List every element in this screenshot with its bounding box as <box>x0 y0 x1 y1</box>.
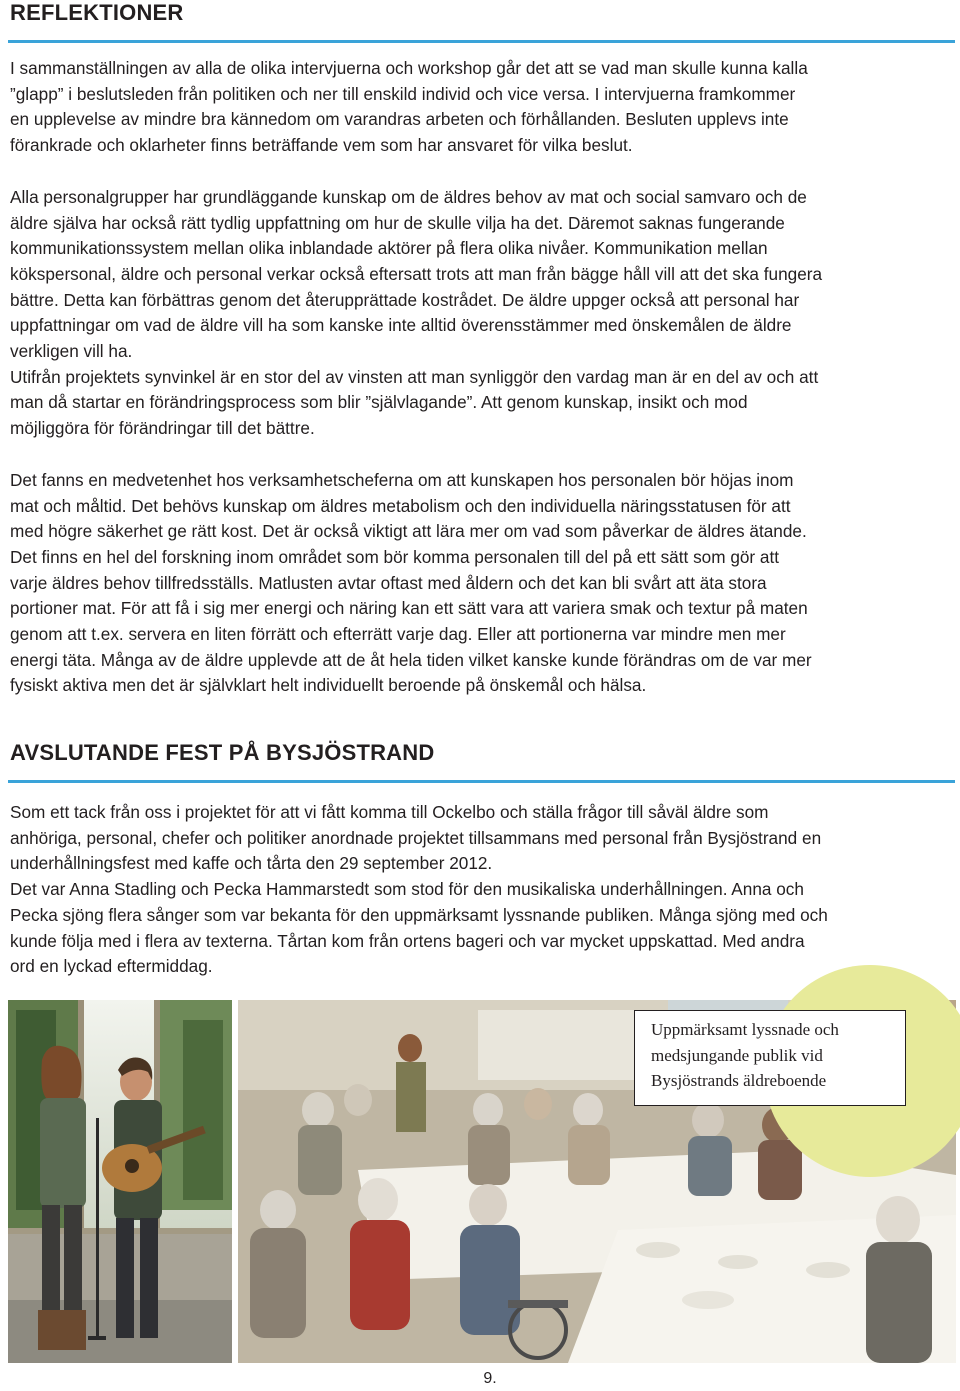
text-line: energi täta. Många av de äldre upplevde att de åt hela tiden vilket kanske kunde förändras om de var mer <box>10 649 812 670</box>
text-line: fysiskt aktiva men det är självklart helt individuellt beroende på önskemål och hälsa. <box>10 675 647 696</box>
text-line: Det fanns en medvetenhet hos verksamhetscheferna om att kunskapen hos personalen bör höjas inom <box>10 469 794 490</box>
text-line: I sammanställningen av alla de olika intervjuerna och workshop går det att se vad man skulle kunna kalla <box>10 58 808 78</box>
text-line: uppfattningar om vad de äldre vill ha som kanske inte alltid överensstämmer med önskemålen de äldre <box>10 315 792 336</box>
text-line: anhöriga, personal, chefer och politiker anordnade projektet tillsammans med personal från Bysjöstrand en <box>10 827 822 848</box>
body-text-avslutande-fest <box>10 800 955 980</box>
text-line: med högre säkerhet ge rätt kost. Det är också viktigt att lära mer om vad som påverkar de äldres ätande. <box>10 521 807 542</box>
paragraph <box>10 468 955 699</box>
text-line: varje äldres behov tillfredsställs. Matlusten avtar oftast med åldern och det kan bli svårt att äta stora <box>10 572 767 593</box>
heading-rule <box>8 780 955 783</box>
text-line: kommunikationssystem mellan olika inblandade aktörer på flera olika nivåer. Kommunikation mellan <box>10 238 768 259</box>
text-line: kunde följa med i flera av texterna. Tårtan kom från ortens bageri och var mycket uppskattad. Med andra <box>10 930 805 951</box>
text-line: Utifrån projektets synvinkel är en stor del av vinsten att man synliggör den vardag man är en del av och att <box>10 366 819 387</box>
section-heading-reflektioner: REFLEKTIONER <box>10 0 184 25</box>
text-line: man då startar en förändringsprocess som blir ”självlagande”. Att genom kunskap, insikt och mod <box>10 392 748 413</box>
paragraph <box>10 56 955 159</box>
section-heading-avslutande-fest: AVSLUTANDE FEST PÅ BYSJÖSTRAND <box>10 740 435 765</box>
text-line: kökspersonal, äldre och personal verkar också eftersatt trots att man från bägge håll vill att det ska fungera <box>10 263 823 284</box>
text-line: Alla personalgrupper har grundläggande kunskap om de äldres behov av mat och social samvaro och de <box>10 186 807 207</box>
photo-caption <box>634 1010 906 1106</box>
caption-line: Bysjöstrands äldreboende <box>651 1071 827 1090</box>
text-line: mat och måltid. Det behövs kunskap om äldres metabolism och den individuella näringsstatusen för att <box>10 495 791 516</box>
heading-rule <box>8 40 955 43</box>
text-line: Pecka sjöng flera sånger som var bekanta för den uppmärksamt lyssnande publiken. Många sjöng med och <box>10 904 828 925</box>
text-line: genom att t.ex. servera en liten förrätt och efterrätt varje dag. Eller att portionerna var mindre men mer <box>10 624 786 645</box>
text-line: förankrade och oklarheter finns beträffande vem som har ansvaret för vilka beslut. <box>10 135 633 156</box>
text-line: ”glapp” i beslutsleden från politiken och ner till enskild individ och vice versa. I intervjuerna framkommer <box>10 83 796 104</box>
caption-line: Uppmärksamt lyssnade och <box>651 1020 839 1039</box>
text-line: ord en lyckad eftermiddag. <box>10 956 213 977</box>
text-line: Det var Anna Stadling och Pecka Hammarstedt som stod för den musikaliska underhållningen. Anna och <box>10 879 804 900</box>
page-number: 9. <box>483 1370 497 1387</box>
text-line: verkligen vill ha. <box>10 341 133 362</box>
text-line: en upplevelse av mindre bra kännedom om varandras arbeten och förhållanden. Besluten upplevs inte <box>10 109 789 130</box>
text-line: äldre själva har också rätt tydlig uppfattning om hur de skulle vilja ha det. Däremot saknas fungerande <box>10 212 785 233</box>
paragraph <box>10 800 955 980</box>
text-line: Det finns en hel del forskning inom området som bör komma personalen till del på ett sätt som gör att <box>10 546 780 567</box>
body-text-reflektioner <box>10 56 955 699</box>
photo-musicians <box>8 1000 232 1363</box>
text-line: möjliggöra för förändringar till det bättre. <box>10 418 315 439</box>
text-line: underhållningsfest med kaffe och tårta den 29 september 2012. <box>10 853 493 874</box>
caption-line: medsjungande publik vid <box>651 1045 823 1065</box>
text-line: portioner mat. För att få i sig mer energi och näring kan ett sätt vara att variera smak och textur på maten <box>10 598 808 619</box>
text-line: bättre. Detta kan förbättras genom det återupprättade kostrådet. De äldre uppger också att personal har <box>10 289 800 310</box>
paragraph <box>10 185 955 442</box>
text-line: Som ett tack från oss i projektet för att vi fått komma till Ockelbo och ställa frågor till såväl äldre som <box>10 802 769 822</box>
